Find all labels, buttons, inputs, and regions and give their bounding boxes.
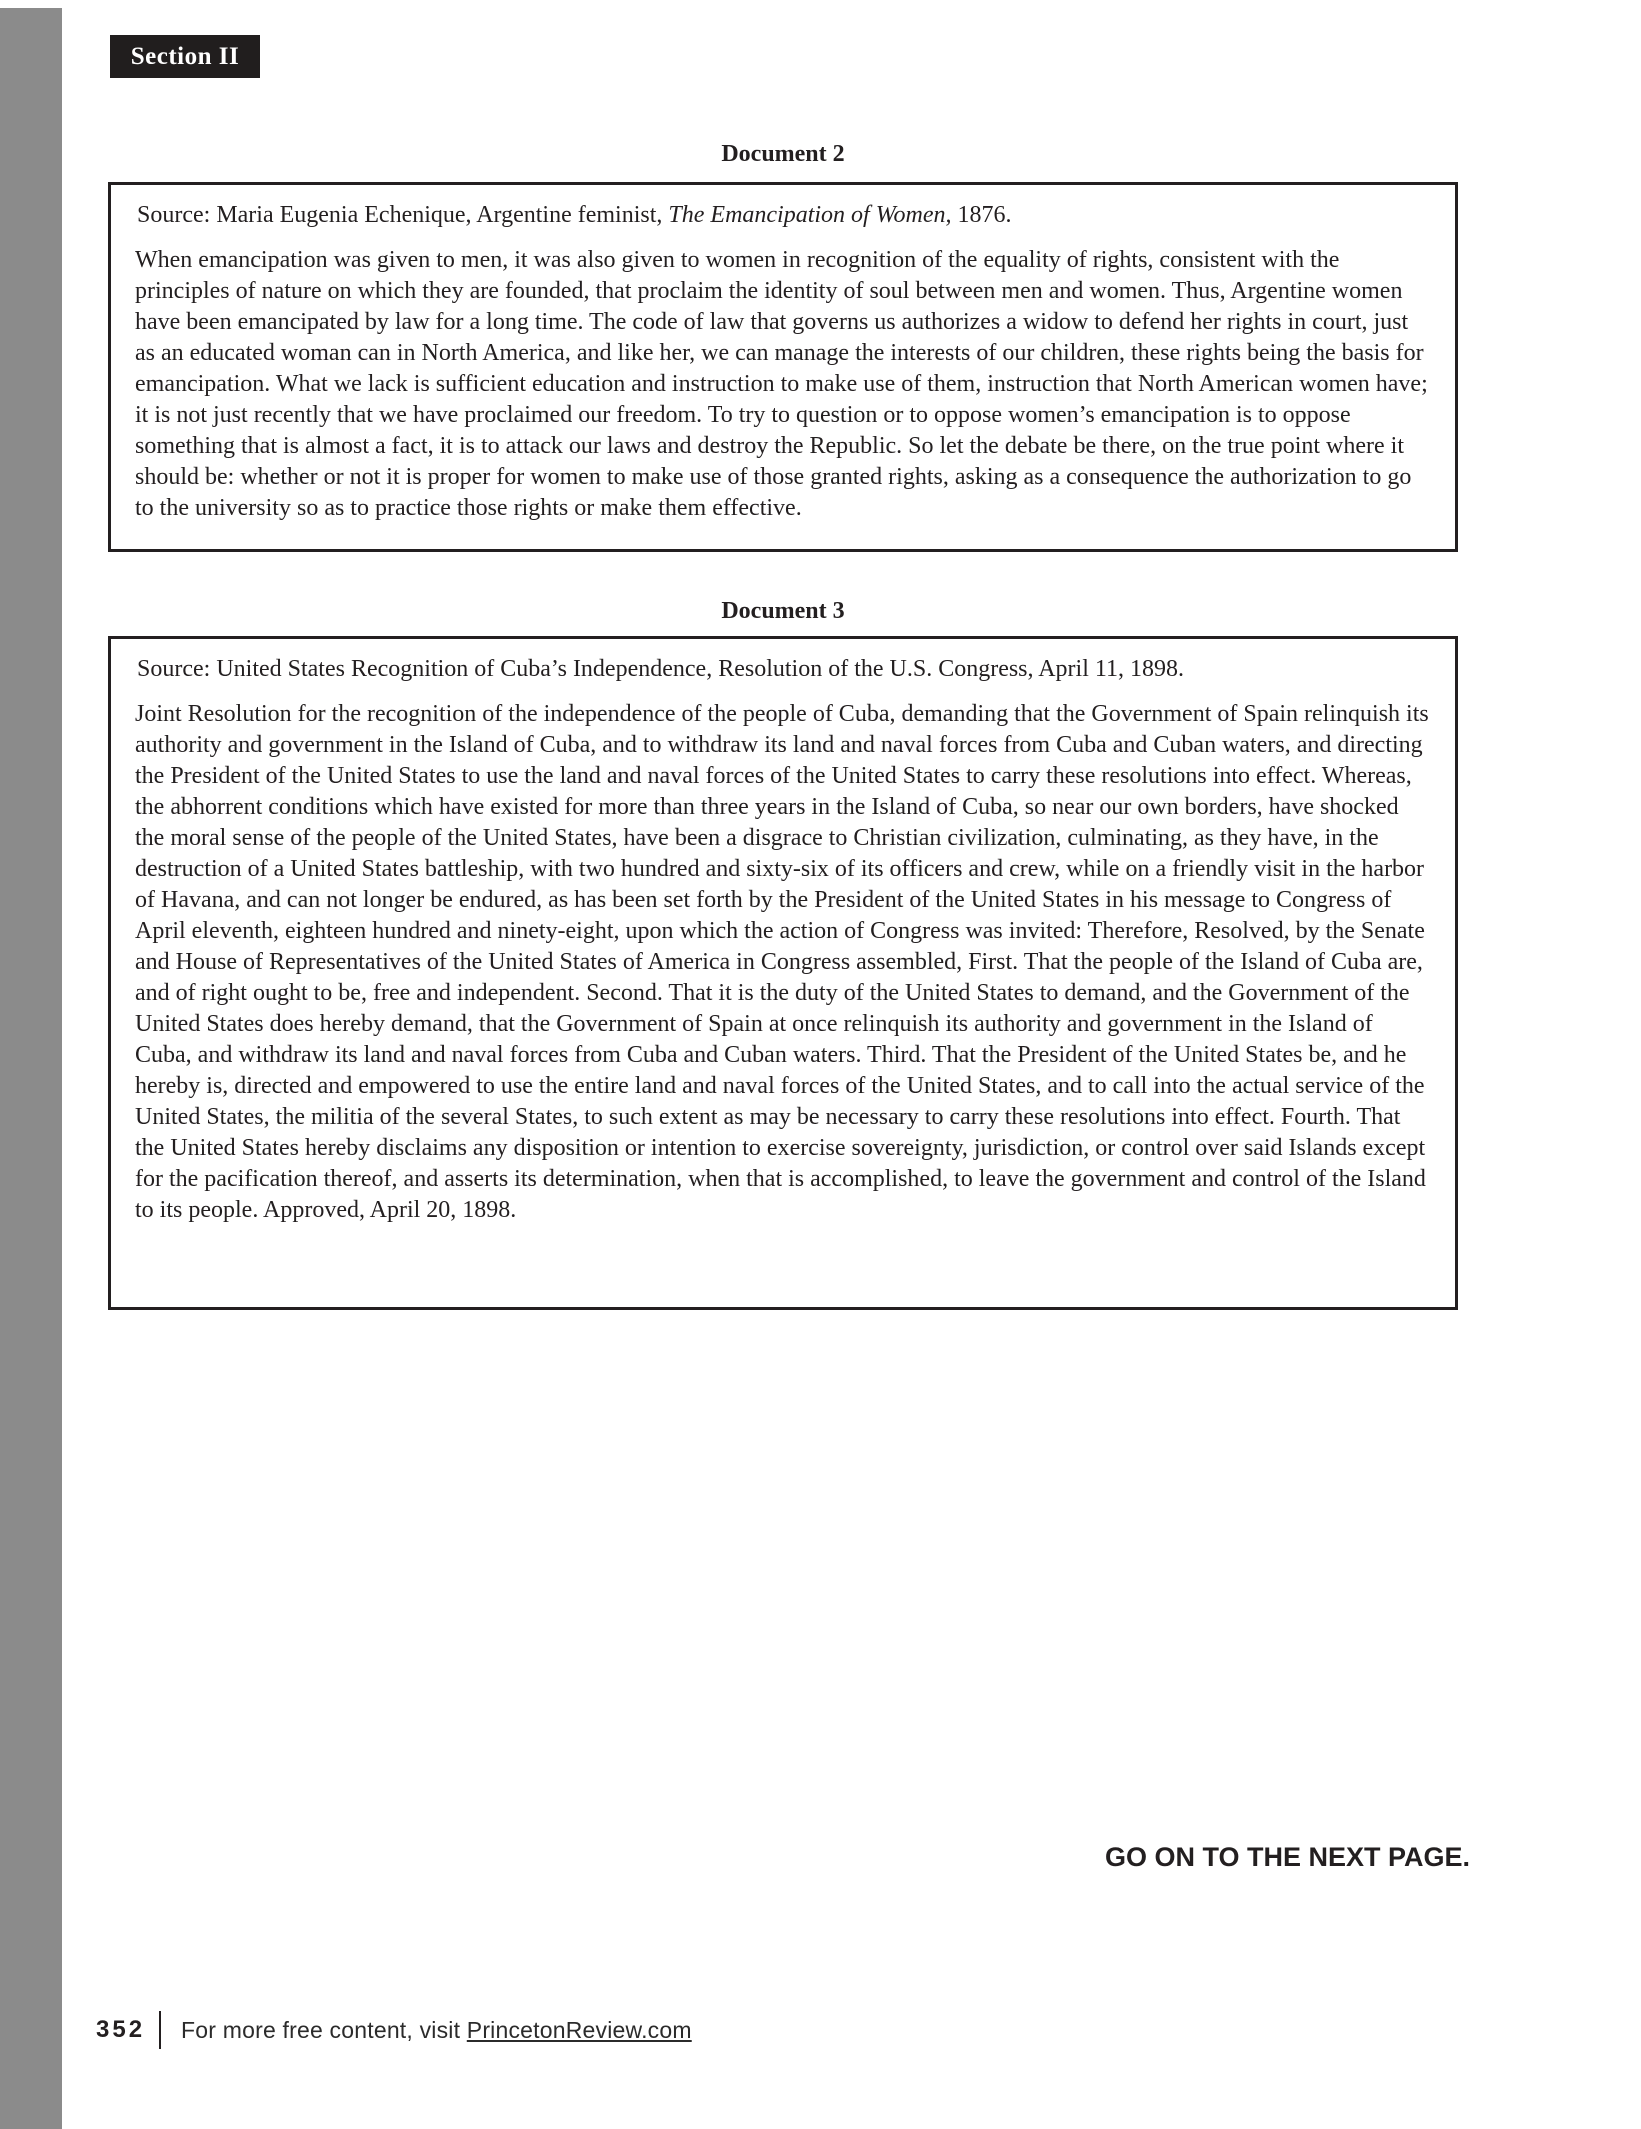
document-2-heading: Document 2 <box>721 141 845 167</box>
footer-divider <box>159 2011 161 2049</box>
footer-text <box>181 2017 692 2044</box>
document-3-source-line <box>137 654 1433 685</box>
document-3-box <box>108 636 1458 1310</box>
document-2-box <box>108 182 1458 552</box>
princeton-review-link[interactable]: PrincetonReview.com <box>466 2016 692 2043</box>
go-on-next-page-text: GO ON TO THE NEXT PAGE. <box>1104 1842 1470 1872</box>
document-2-source-line <box>137 200 1433 231</box>
document-3-body-text: Joint Resolution for the recognition of the independence of the people of Cuba, demanding that the Government of Spain relinquish its authority and government in the Island of Cuba, and to withdraw its land and naval forces from Cuba and Cuban waters, and directing the President of the United States to use the land and naval forces of the United States to carry these resolutions into effect. Whereas, the abhorrent conditions which have existed for more than three years in the Island of Cuba, so near our own borders, have shocked the moral sense of the people of the United States, have been a disgrace to Christian civilization, culminating, as they have, in the destruction of a United States battleship, with two hundred and sixty-six of its officers and crew, while on a friendly visit in the harbor of Havana, and can not longer be endured, as has been set forth by the President of the United States in his message to Congress of April eleventh, eighteen hundred and ninety-eight, upon which the action of Congress was invited: Therefore, Resolved, by the Senate and House of Representatives of the United States of America in Congress assembled, First. That the people of the Island of Cuba are, and of right ought to be, free and independent. Second. That it is the duty of the United States to demand, and the Government of the United States does hereby demand, that the Government of Spain at once relinquish its authority and government in the Island of Cuba, and withdraw its land and naval forces from Cuba and Cuban waters. Third. That the President of the United States be, and he hereby is, directed and empowered to use the entire land and naval forces of the United States, and to call into the actual service of the United States, the militia of the several States, to such extent as may be necessary to carry these resolutions into effect. Fourth. That the United States hereby disclaims any disposition or intention to exercise sovereignty, jurisdiction, or control over said Islands except for the pacification thereof, and asserts its determination, when that is accomplished, to leave the government and control of the Island to its people. Approved, April 20, 1898. <box>135 701 1429 1223</box>
document-2-body-text: When emancipation was given to men, it was also given to women in recognition of the equality of rights, consistent with the principles of nature on which they are founded, that proclaim the identity of soul between men and women. Thus, Argentine women have been emancipated by law for a long time. The code of law that governs us authorizes a widow to defend her rights in court, just as an educated woman can in North America, and like her, we can manage the interests of our children, these rights being the basis for emancipation. What we lack is sufficient education and instruction to make use of them, instruction that North American women have; it is not just recently that we have proclaimed our freedom. To try to question or to oppose women’s emancipation is to oppose something that is almost a fact, it is to attack our laws and destroy the Republic. So let the debate be there, on the true point where it should be: whether or not it is proper for women to make use of those granted rights, asking as a consequence the authorization to go to the university so as to practice those rights or make them effective. <box>135 247 1428 521</box>
document-3-heading: Document 3 <box>721 598 845 624</box>
source-text: Source: United States Recognition of Cuba’s Independence, Resolution of the U.S. Congress, April 11, 1898. <box>137 656 1184 682</box>
source-year: 1876. <box>951 202 1012 228</box>
source-title-italic: The Emancipation of Women, <box>668 202 952 228</box>
page-number: 352 <box>96 2016 146 2043</box>
page-footer <box>96 2008 692 2052</box>
source-text: Source: Maria Eugenia Echenique, Argentine feminist, <box>137 202 669 228</box>
footer-message: For more free content, visit <box>181 2016 467 2043</box>
page-margin-bar <box>0 8 62 2129</box>
section-tab: Section II <box>110 35 260 78</box>
